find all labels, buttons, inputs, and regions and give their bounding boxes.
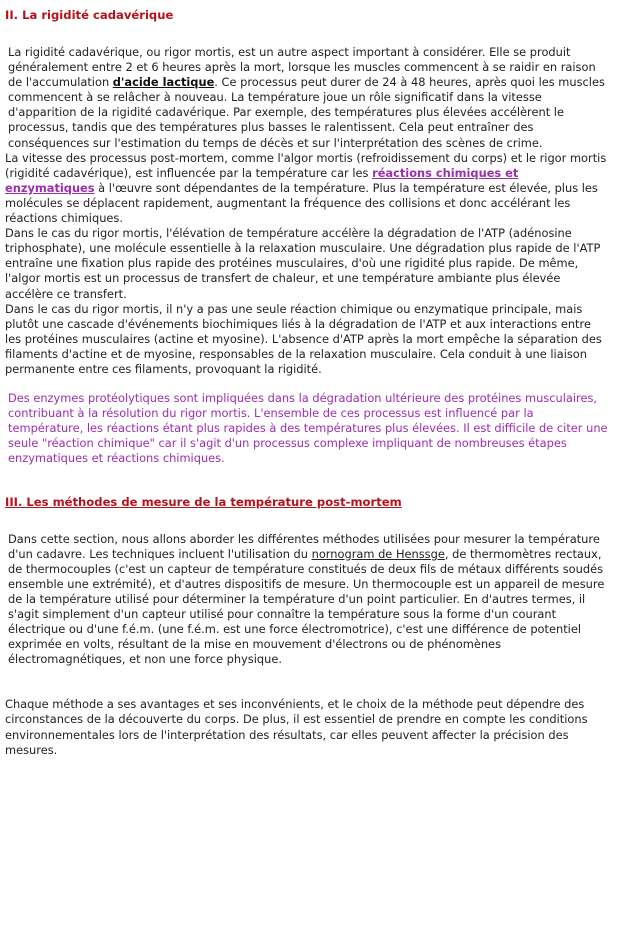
section-heading-rigidite: II. La rigidité cadavérique — [5, 8, 174, 22]
keyword-acide-lactique: d'acide lactique — [112, 75, 215, 90]
paragraph-atp-degradation: Dans le cas du rigor mortis, l'élévation de température accélère la dégradation de l'ATP (adénosine triphosphate), une molécule essentielle à la relaxation musculaire. Une dégradation plus rapide de l'ATP entraîne une fixation plus rapide des protéines musculaires, d'où une rigidité plus rapide. De même, l'algor mortis est un processus de transfert de chaleur, et une température ambiante plus élevée accélère ce transfert. — [5, 226, 601, 301]
paragraph-rigor-intro — [5, 45, 610, 151]
paragraph-cascade-biochimique: Dans le cas du rigor mortis, il n'y a pas une seule réaction chimique ou enzymatique principale, mais plutôt une cascade d'événements biochimiques liés à la dégradation de l'ATP et aux interactions entre les protéines musculaires (actine et myosine). L'absence d'ATP après la mort empêche la séparation des filaments d'actine et de myosine, responsables de la relaxation musculaire. Cela conduit à une liaison permanente entre ces filaments, provoquant la rigidité. — [5, 301, 602, 376]
paragraph-vitesse-processus — [5, 151, 610, 226]
text-run: à l'œuvre sont dépendantes de la température. Plus la température est élevée, plus les molécules se déplacent rapidement, augmentant la fréquence des collisions et donc accélérant les réactions chimiques. — [5, 180, 598, 226]
section-heading-methodes: III. Les méthodes de mesure de la température post-mortem — [5, 494, 402, 509]
text-run: La vitesse des processus post-mortem, comme l'algor mortis (refroidissement du corps) et le rigor mortis (rigidité cadavérique), est influencée par la température car les — [5, 150, 607, 180]
paragraph-avantages-inconvenients: Chaque méthode a ses avantages et ses inconvénients, et le choix de la méthode peut dépendre des circonstances de la découverte du corps. De plus, il est essentiel de prendre en compte les conditions environnementales lors de l'interprétation des résultats, car elles peuvent affecter la précision des mesures. — [5, 697, 588, 757]
text-run: Dans cette section, nous allons aborder les différentes méthodes utilisées pour mesurer la température d'un cadavre. Les techniques incluent l'utilisation du — [8, 531, 600, 561]
text-run: . Ce processus peut durer de 24 à 48 heures, après quoi les muscles commencent à se relâcher à nouveau. La température joue un rôle significatif dans la vitesse d'apparition de la rigidité cadavérique. Par exemple, des températures plus élevées accélèrent le processus, tandis que des températures plus basses le ralentissent. Cela peut entraîner des conséquences sur l'estimation du temps de décès et sur l'interprétation des scènes de crime. — [8, 75, 605, 150]
text-run: , de thermomètres rectaux, de thermocouples (c'est un capteur de température constitués de deux fils de métaux différents soudés ensemble une extrémité), et d'autres dispositifs de mesure. Un thermocouple est un appareil de mesure de la température utilisé pour déterminer la température d'un point particulier. En d'autres termes, il s'agit simplement d'un capteur utilisé pour connaître la température sous la forme d'un courant électrique ou d'une f.é.m. (une f.é.m. est une force électromotrice), c'est une différence de potentiel exprimée en volts, résultant de la mise en mouvement d'électrons ou de phénomènes électromagnétiques, et non une force physique. — [8, 546, 605, 667]
text-run: La rigidité cadavérique, ou rigor mortis, est un autre aspect important à considérer. Elle se produit généralement entre 2 et 6 heures après la mort, lorsque les muscles commencent à se raidir en raison de l'accumulation — [8, 45, 596, 90]
paragraph-enzymes-proteolytiques: Des enzymes protéolytiques sont impliquées dans la dégradation ultérieure des protéines musculaires, contribuant à la résolution du rigor mortis. L'ensemble de ces processus est influencé par la température, les réactions étant plus rapides à des températures plus élevées. Il est difficile de citer une seule "réaction chimique" car il s'agit d'un processus complexe impliquant de nombreuses étapes enzymatiques et réactions chimiques. — [8, 391, 608, 466]
link-reactions-chimiques[interactable]: réactions chimiques et enzymatiques — [5, 165, 519, 195]
paragraph-methodes-mesure — [5, 532, 610, 668]
term-nornogram-henssge: nornogram de Henssge — [311, 546, 445, 561]
